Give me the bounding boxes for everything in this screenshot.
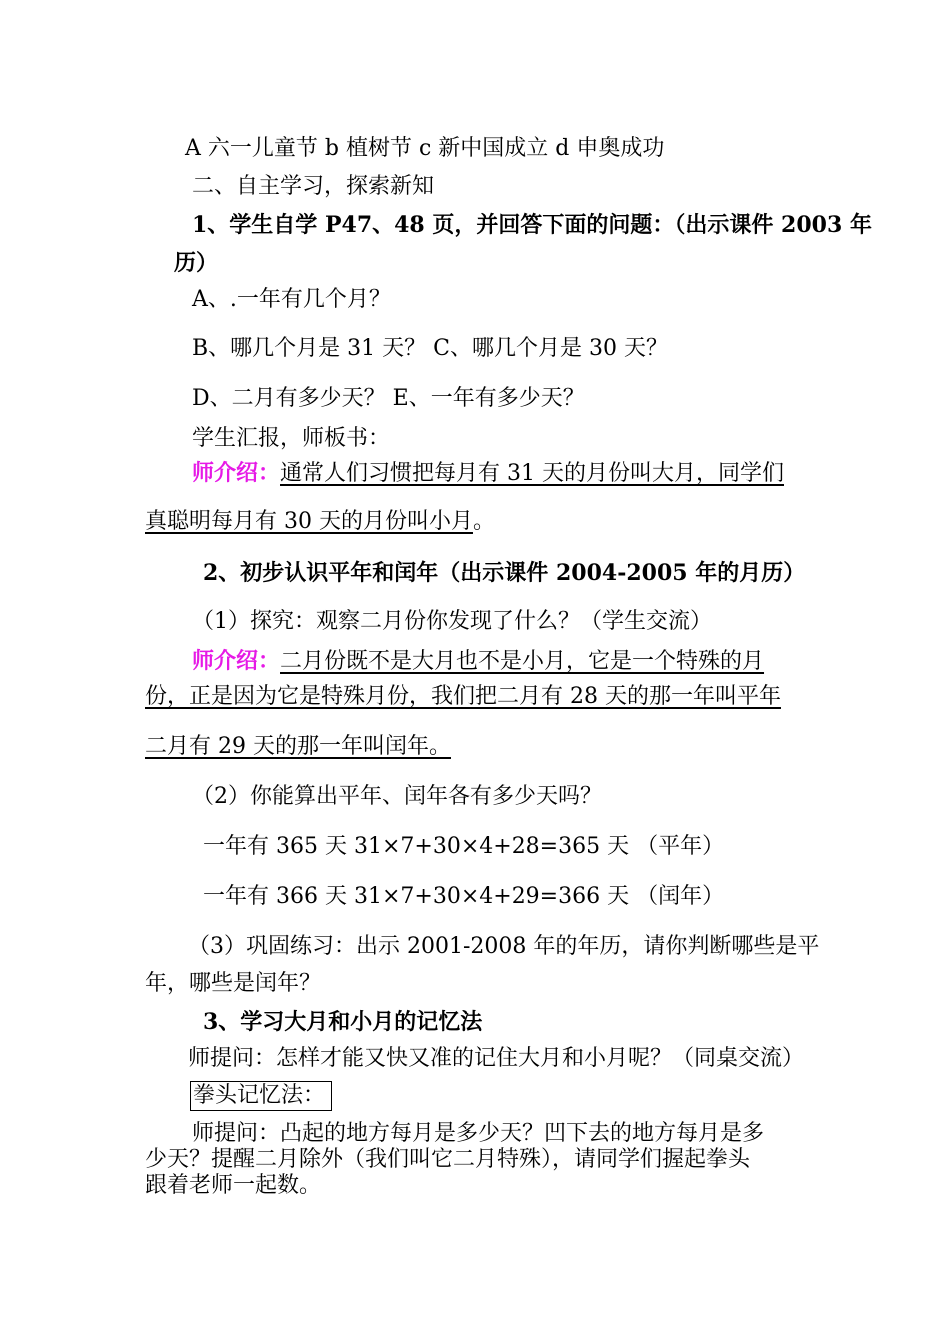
teacher-intro-text: 真聪明每月有 30 天的月份叫小月 [145,509,473,534]
question-1-heading-cont: 历） [174,250,219,276]
practice-line: （3）巩固练习：出示 2001-2008 年的年历，请你判断哪些是平 [188,934,820,959]
teacher-ask-2-cont: 少天？提醒二月除外（我们叫它二月特殊），请同学们握起拳头 [145,1147,751,1172]
teacher-intro-text: 二月份既不是大月也不是小月，它是一个特殊的月 [280,649,765,674]
teacher-intro-2 [192,650,764,673]
question-2-heading: 2、初步认识平年和闰年（出示课件 2004-2005 年的月历） [203,560,806,586]
teacher-intro-label: 师介绍： [192,460,281,486]
teacher-ask-2-end: 跟着老师一起数。 [145,1173,322,1198]
calc-question: （2）你能算出平年、闰年各有多少天吗？ [192,784,602,809]
fist-method-box: 拳头记忆法： [190,1081,332,1111]
student-report: 学生汇报，师板书： [192,426,391,451]
answer-options: A 六一儿童节 b 植树节 c 新中国成立 d 申奥成功 [185,136,665,161]
calc-leap-year: 一年有 366 天 31×7+30×4+29=366 天 （闰年） [203,884,725,909]
teacher-intro-label: 师介绍： [192,648,281,674]
fist-memory-method [190,1085,332,1107]
question-b-c: B、哪几个月是 31 天？ C、哪几个月是 30 天？ [192,336,668,361]
teacher-intro-2-cont: 份，正是因为它是特殊月份，我们把二月有 28 天的那一年叫平年 [145,684,781,709]
question-1-heading: 1、学生自学 P47、48 页，并回答下面的问题：（出示课件 2003 年 [192,212,872,238]
teacher-intro-text: 通常人们习惯把每月有 31 天的月份叫大月，同学们 [280,461,784,486]
question-d-e: D、二月有多少天？ E、一年有多少天？ [192,386,585,411]
calc-common-year: 一年有 365 天 31×7+30×4+28=365 天 （平年） [203,834,725,859]
question-a: A、.一年有几个月？ [192,287,391,312]
practice-line-cont: 年，哪些是闰年？ [145,971,322,996]
teacher-intro-1-cont [145,511,495,533]
teacher-ask-1: 师提问：怎样才能又快又准的记住大月和小月呢？（同桌交流） [188,1046,805,1071]
question-3-heading: 3、学习大月和小月的记忆法 [203,1009,483,1035]
teacher-intro-2-end: 二月有 29 天的那一年叫闰年。 [145,734,451,759]
period: 。 [472,509,495,534]
teacher-intro-1 [192,462,784,485]
explore-question: （1）探究：观察二月份你发现了什么？（学生交流） [192,609,712,634]
section-heading: 二、自主学习，探索新知 [192,174,435,199]
teacher-ask-2: 师提问：凸起的地方每月是多少天？凹下去的地方每月是多 [192,1121,765,1146]
